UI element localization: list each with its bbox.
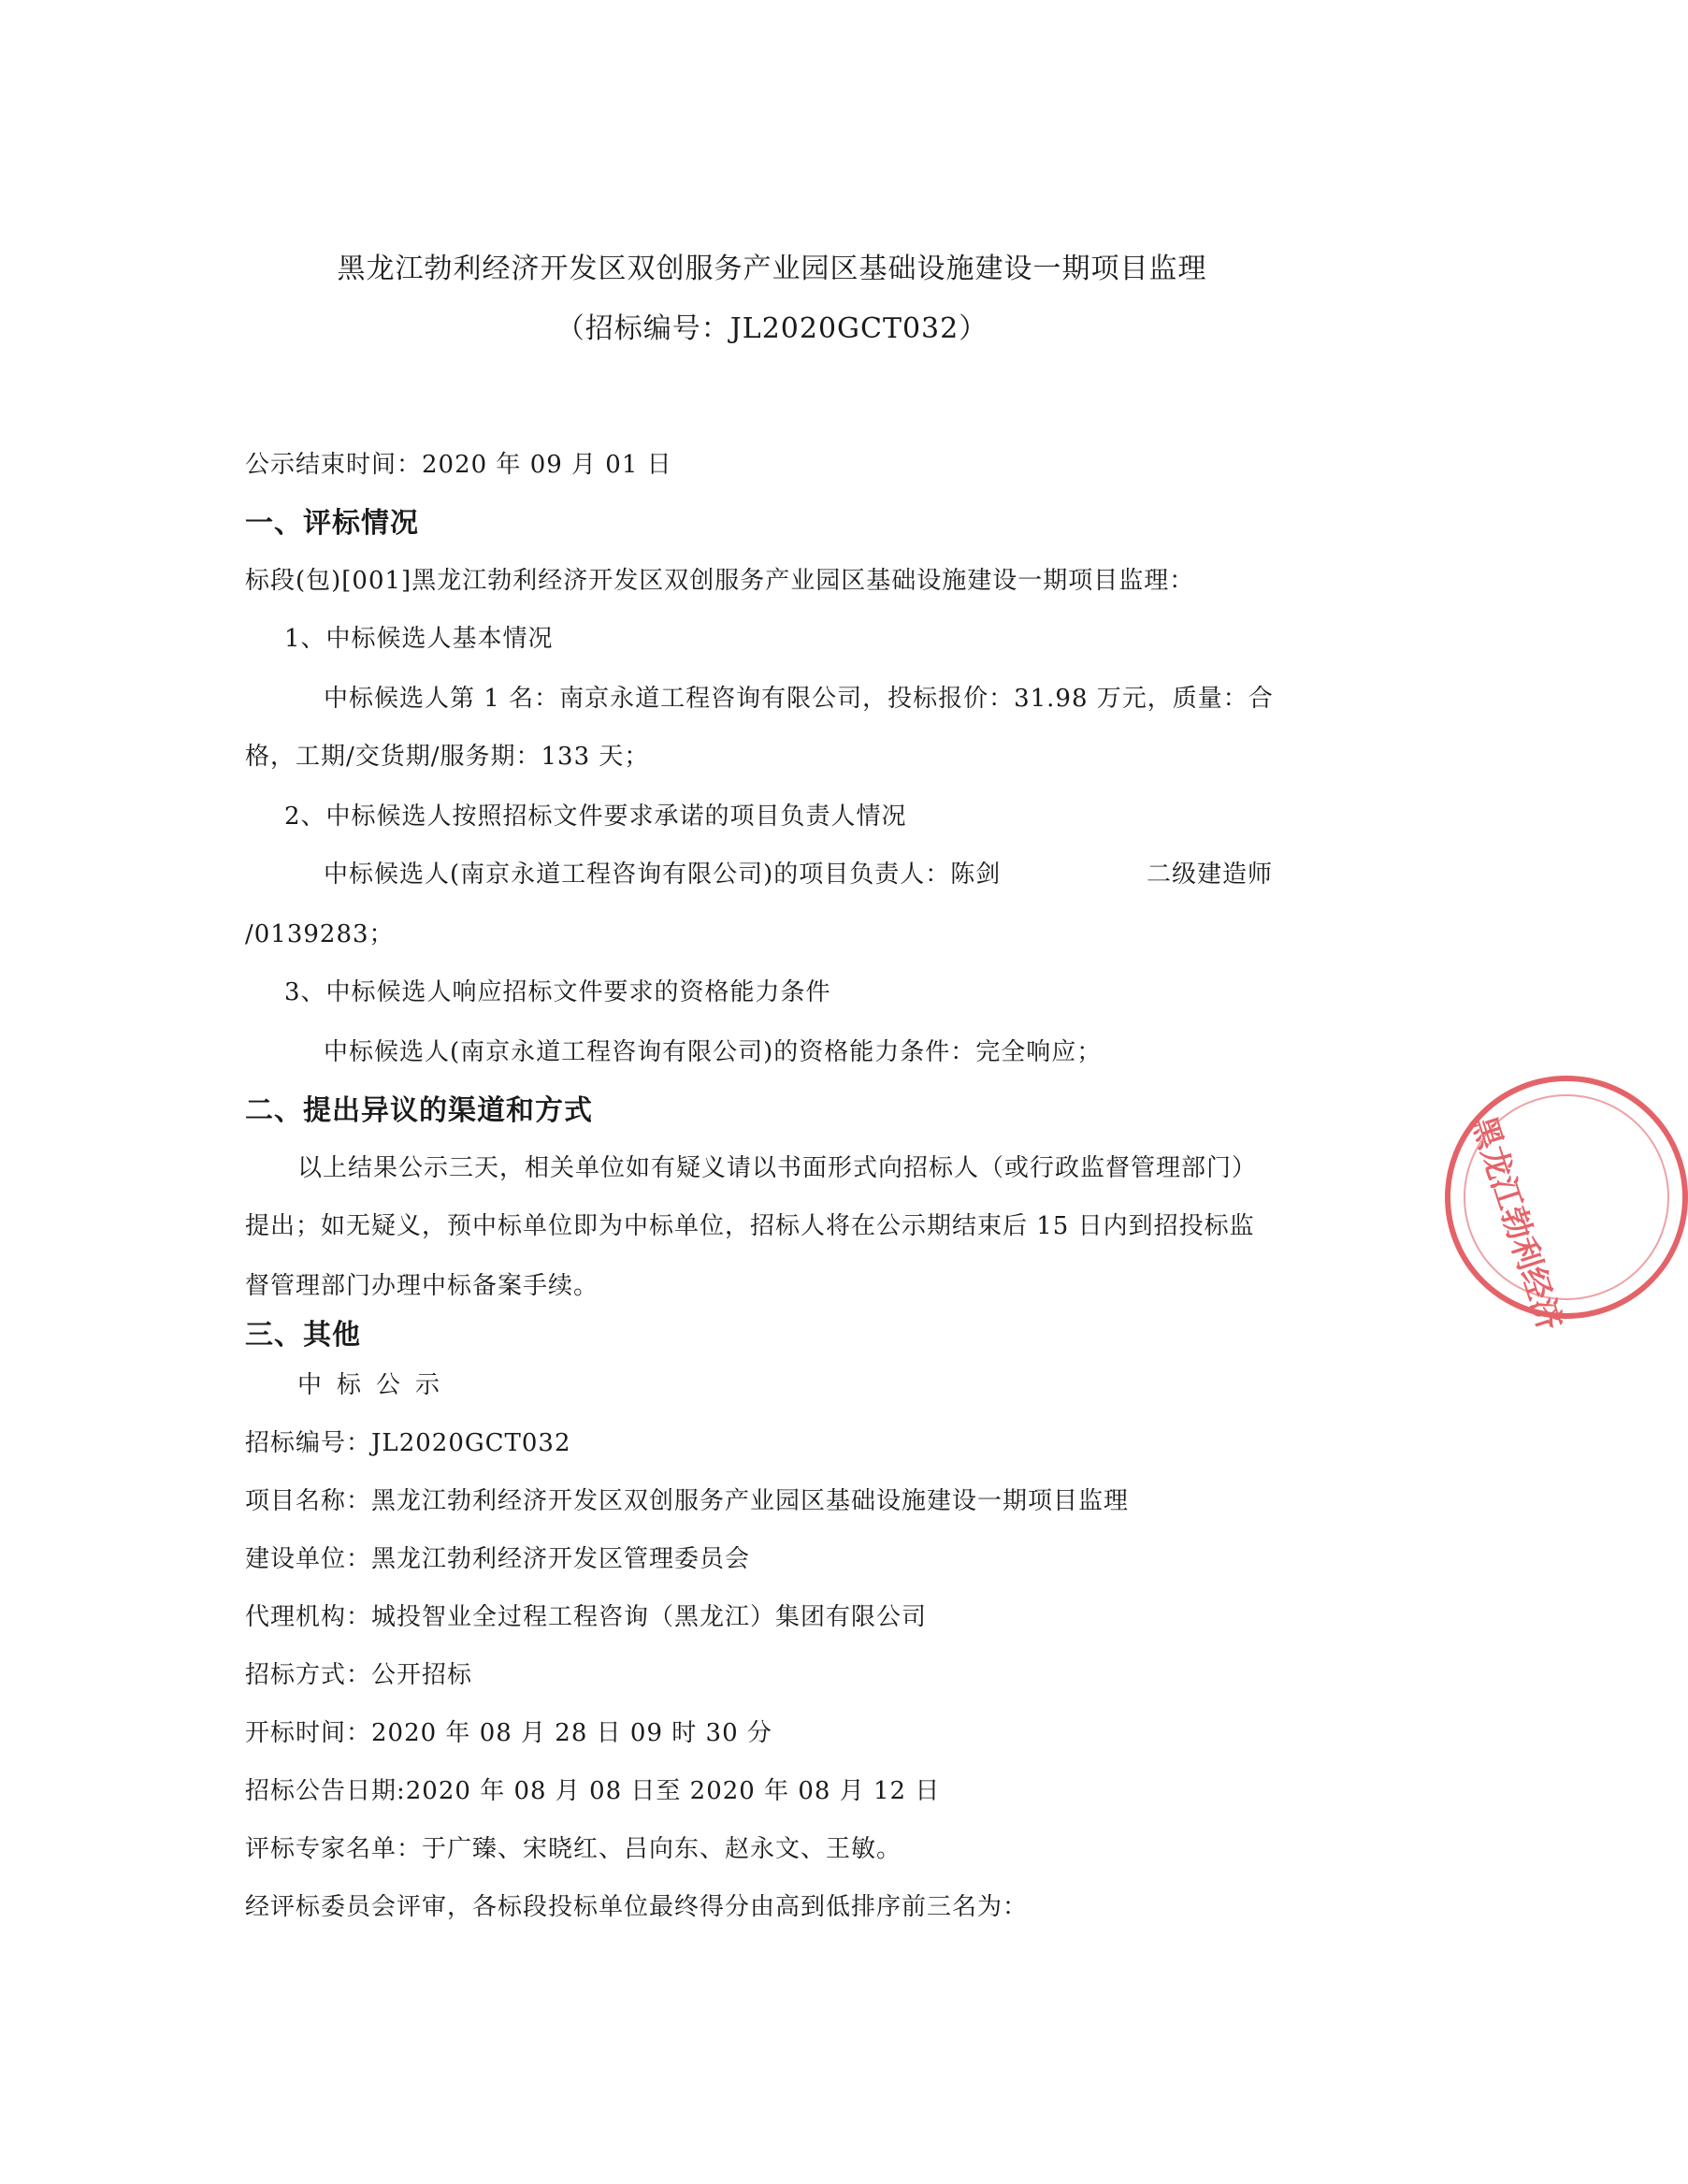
item2-title: 2、中标候选人按照招标文件要求承诺的项目负责人情况 [284,803,907,831]
ranking-intro: 经评标委员会评审，各标段投标单位最终得分由高到低排序前三名为： [245,1893,1029,1921]
document-title: 黑龙江勃利经济开发区双创服务产业园区基础设施建设一期项目监理 [337,253,1207,285]
section-heading-other: 三、其他 [245,1319,361,1352]
section-heading-objection: 二、提出异议的渠道和方式 [245,1094,593,1127]
construction-unit: 建设单位：黑龙江勃利经济开发区管理委员会 [245,1545,751,1573]
item2-line1-qualification: 二级建造师 [1147,861,1274,889]
objection-line1: 以上结果公示三天，相关单位如有疑义请以书面形式向招标人（或行政监督管理部门） [297,1154,1258,1182]
expert-list: 评标专家名单：于广臻、宋晓红、吕向东、赵永文、王敏。 [245,1835,902,1863]
item3-line1: 中标候选人(南京永道工程咨询有限公司)的资格能力条件：完全响应； [324,1038,1103,1066]
objection-line3: 督管理部门办理中标备案手续。 [245,1272,599,1300]
tender-number-subtitle: （招标编号：JL2020GCT032） [555,312,988,345]
official-seal [1445,1076,1688,1336]
objection-line2: 提出；如无疑义，预中标单位即为中标单位，招标人将在公示期结束后 15 日内到招投标监 [245,1212,1255,1240]
tender-number: 招标编号：JL2020GCT032 [245,1429,571,1457]
seal-lettering: 黑龙江勃利经济 [1464,1111,1568,1336]
section-heading-evaluation: 一、评标情况 [245,507,419,540]
project-name: 项目名称：黑龙江勃利经济开发区双创服务产业园区基础设施建设一期项目监理 [245,1487,1130,1515]
award-notice-subtitle: 中标公示 [297,1371,455,1399]
item2-line1-manager: 中标候选人(南京永道工程咨询有限公司)的项目负责人：陈剑 [324,861,1002,889]
item2-line2: /0139283； [245,920,395,948]
opening-time: 开标时间：2020 年 08 月 28 日 09 时 30 分 [245,1719,772,1747]
announce-end-time: 公示结束时间：2020 年 09 月 01 日 [245,451,672,479]
notice-date: 招标公告日期:2020 年 08 月 08 日至 2020 年 08 月 12 日 [245,1777,941,1805]
item3-title: 3、中标候选人响应招标文件要求的资格能力条件 [284,978,831,1006]
item1-title: 1、中标候选人基本情况 [284,625,554,653]
lot-line: 标段(包)[001]黑龙江勃利经济开发区双创服务产业园区基础设施建设一期项目监理： [245,567,1195,595]
agency: 代理机构：城投智业全过程工程咨询（黑龙江）集团有限公司 [245,1603,928,1631]
item1-line1: 中标候选人第 1 名：南京永道工程咨询有限公司，投标报价：31.98 万元，质量：合 [324,685,1274,713]
item1-line2: 格，工期/交货期/服务期：133 天； [245,743,650,771]
tender-method: 招标方式：公开招标 [245,1661,473,1689]
